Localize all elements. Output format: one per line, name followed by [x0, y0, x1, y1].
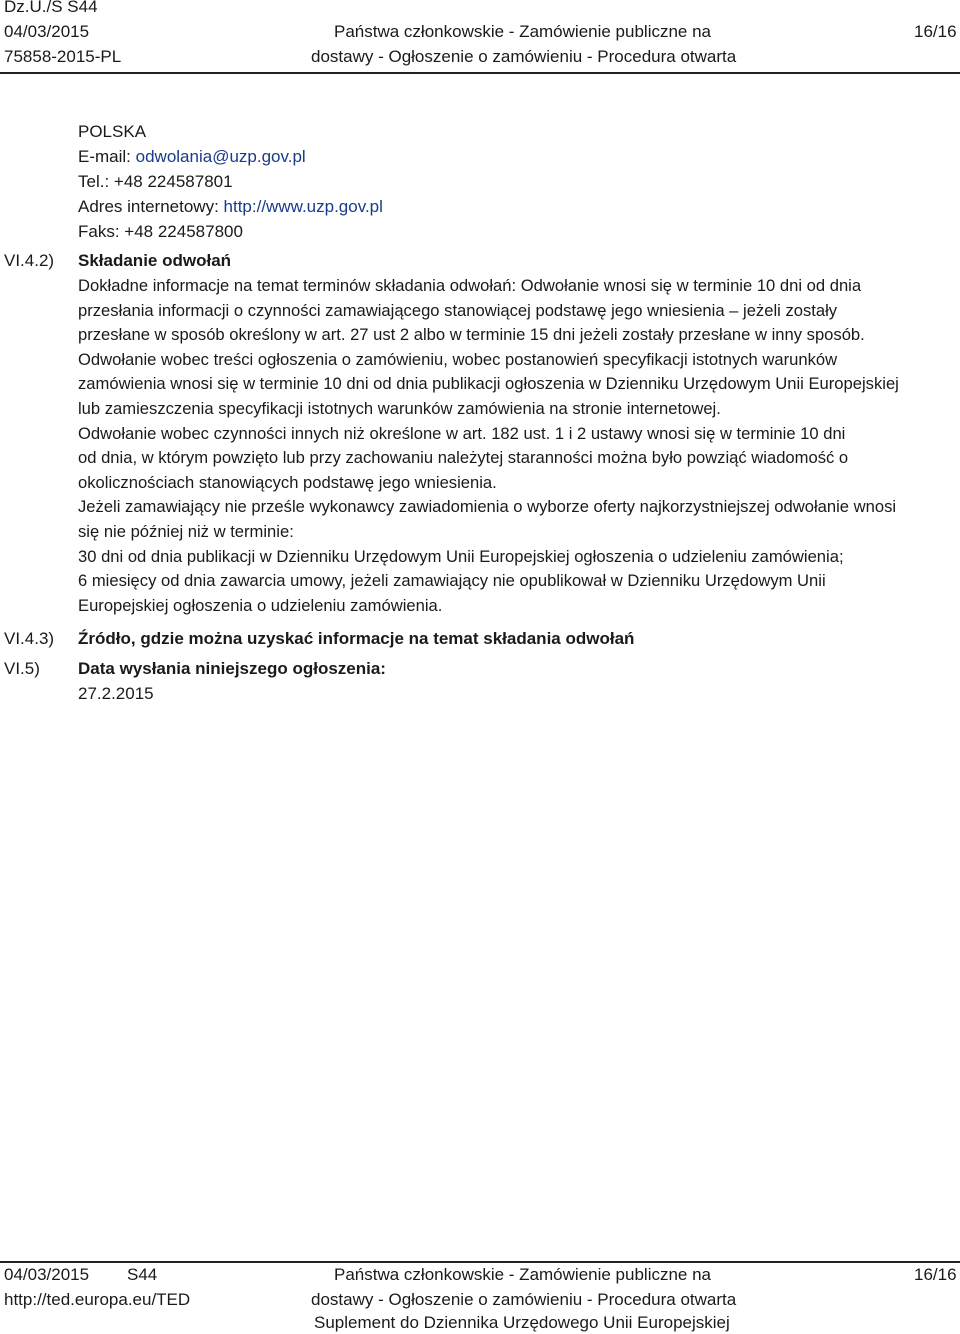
- section-number-vi43: VI.4.3): [4, 629, 55, 648]
- section-number-vi5: VI.5): [4, 659, 40, 678]
- section-title-vi5: Data wysłania niniejszego ogłoszenia:: [78, 659, 386, 678]
- contact-website: [78, 197, 383, 217]
- footer-divider: [0, 1261, 960, 1263]
- footer-date: 04/03/2015: [4, 1265, 90, 1284]
- appeals-line: 30 dni od dnia publikacji w Dzienniku Urzędowym Unii Europejskiej ogłoszenia o udzieleniu zamówienia;: [78, 546, 844, 566]
- journal-ref: Dz.U./S S44: [4, 0, 98, 16]
- section-title-vi42: Składanie odwołań: [78, 251, 232, 270]
- appeals-line: Odwołanie wobec czynności innych niż określone w art. 182 ust. 1 i 2 ustawy wnosi się w terminie 10 dni: [78, 423, 846, 443]
- email-link[interactable]: odwolania@uzp.gov.pl: [135, 147, 306, 166]
- header-date: 04/03/2015: [4, 22, 90, 41]
- contact-fax: [78, 222, 243, 242]
- website-link[interactable]: http://www.uzp.gov.pl: [223, 197, 383, 216]
- appeals-line: zamówienia wnosi się w terminie 10 dni od dnia publikacji ogłoszenia w Dzienniku Urzędowym Unii Europejskiej: [78, 374, 899, 394]
- fax-label: Faks:: [78, 222, 120, 241]
- contact-phone: [78, 172, 233, 192]
- appeals-line: od dnia, w którym powzięto lub przy zachowaniu należytej staranności można było powziąć wiadomość o: [78, 448, 849, 468]
- appeals-line: Jeżeli zamawiający nie prześle wykonawcy zawiadomienia o wyborze oferty najkorzystniejszej odwołanie wnosi: [78, 497, 897, 517]
- footer-title-line1: Państwa członkowskie - Zamówienie publiczne na: [334, 1265, 712, 1284]
- header-divider: [0, 72, 960, 74]
- appeals-line: Europejskiej ogłoszenia o udzieleniu zamówienia.: [78, 595, 443, 615]
- footer-url[interactable]: http://ted.europa.eu/TED: [4, 1290, 191, 1309]
- phone-value: +48 224587801: [113, 172, 233, 191]
- dispatch-date: 27.2.2015: [78, 684, 154, 703]
- contact-email: [78, 147, 306, 167]
- appeals-details: [78, 274, 960, 618]
- appeals-line: przesłania informacji o czynności zamawiającego stanowiącej podstawę jego wniesienia – jeżeli zostały: [78, 300, 838, 320]
- email-label: E-mail:: [78, 147, 131, 166]
- header-title-line1: Państwa członkowskie - Zamówienie publiczne na: [334, 22, 712, 41]
- appeals-line: się nie później niż w terminie:: [78, 521, 294, 541]
- footer-issue: S44: [127, 1265, 158, 1284]
- footer-page-number: 16/16: [914, 1265, 957, 1284]
- appeals-line: okolicznościach stanowiących podstawę jego wniesienia.: [78, 472, 497, 492]
- appeals-line: przesłane w sposób określony w art. 27 ust 2 albo w terminie 15 dni jeżeli zostały przesłane w inny sposób.: [78, 325, 865, 345]
- header-title-line2: dostawy - Ogłoszenie o zamówieniu - Procedura otwarta: [311, 47, 737, 66]
- phone-label: Tel.:: [78, 172, 110, 191]
- appeals-line: Odwołanie wobec treści ogłoszenia o zamówieniu, wobec postanowień specyfikacji istotnych warunków: [78, 349, 838, 369]
- fax-value: +48 224587800: [124, 222, 243, 241]
- appeals-line: lub zamieszczenia specyfikacji istotnych warunków zamówienia na stronie internetowej.: [78, 398, 721, 418]
- section-number-vi42: VI.4.2): [4, 251, 55, 270]
- appeals-line: Dokładne informacje na temat terminów składania odwołań: Odwołanie wnosi się w terminie 10 dni od dnia: [78, 276, 862, 295]
- contact-country: POLSKA: [78, 122, 147, 141]
- footer-title-line3: Suplement do Dziennika Urzędowego Unii Europejskiej: [314, 1313, 730, 1332]
- website-label: Adres internetowy:: [78, 197, 219, 216]
- appeals-line: 6 miesięcy od dnia zawarcia umowy, jeżeli zamawiający nie opublikował w Dzienniku Urzędowym Unii: [78, 571, 826, 591]
- footer-title-line2: dostawy - Ogłoszenie o zamówieniu - Procedura otwarta: [311, 1290, 737, 1309]
- notice-id: 75858-2015-PL: [4, 47, 122, 66]
- header-page-number: 16/16: [914, 22, 957, 41]
- section-title-vi43: Źródło, gdzie można uzyskać informacje na temat składania odwołań: [78, 629, 635, 648]
